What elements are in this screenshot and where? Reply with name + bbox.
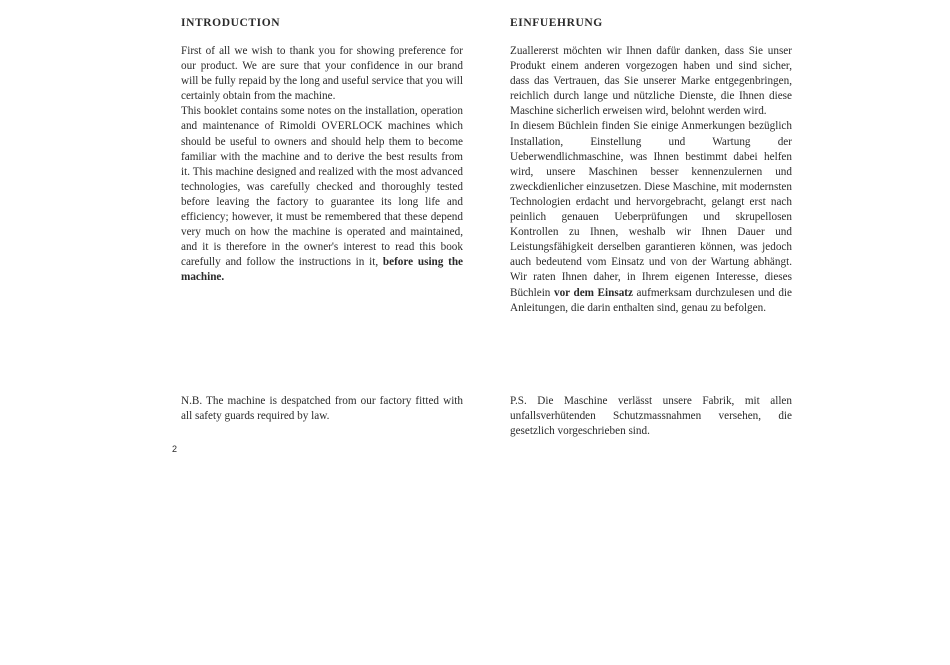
german-introduction-text [510,44,792,316]
german-safety-note: P.S. Die Maschine verlässt unsere Fabrik, mit allen unfallsverhütenden Schutzmassnahmen versehen, die gesetzlich vorgeschrieben sind. [510,395,792,438]
english-introduction-text [181,44,463,286]
page-number: 2 [172,444,178,454]
german-heading: EINFUEHRUNG [510,17,603,29]
german-column [510,16,792,316]
english-heading: INTRODUCTION [181,17,281,29]
english-column [181,16,463,286]
english-paragraph-2-bold: before using the machine. [181,256,464,284]
german-paragraph-2-tail: aufmerksam durchzulesen und die Anleitungen, die darin enthalten sind, genau zu befolgen. [510,286,792,314]
german-paragraph-1: Zuallererst möchten wir Ihnen dafür danken, dass Sie unser Produkt einem anderen vorgezogen haben und sind sicher, dass das Vertrauen, das Sie unserer Marke entgegenbringen, reichlich durch lange und nützliche Dienste, die Ihnen diese Maschine sicherlich erweisen wird, belohnt werden wird. [510,45,792,118]
english-paragraph-1: First of all we wish to thank you for showing preference for our product. We are sure that your confidence in our brand will be fully repaid by the long and useful service that you will certainly obtain from the machine. [181,45,463,103]
english-paragraph-2: This booklet contains some notes on the installation, operation and maintenance of Rimoldi OVERLOCK machines which should be useful to owners and should help them to become familiar with the machine and to derive the best results from it. This machine designed and realized with the most advanced technologies, was carefully checked and thoroughly tested before leaving the factory to guarantee its long life and efficiency; however, it must be remembered that these depend very much on how the machine is operated and maintained, and it is therefore in the owner's interest to read this book carefully and follow the instructions in it, [181,105,463,269]
german-paragraph-2: In diesem Büchlein finden Sie einige Anmerkungen bezüglich Installation, Einstellung und Wartung der Ueberwendlichmaschine, was Ihnen bestimmt dabei helfen wird, unsere Maschinen besser kennenzulernen und zweckdienlicher einzusetzen. Diese Maschine, mit modernsten Technologien erdacht und hervorgebracht, gelangt erst nach peinlich genauen Ueberprüfungen und skrupellosen Kontrollen zu Ihnen, weshalb wir Ihnen Dauer und Leistungsfähigkeit derselben garantieren können, was jedoch auch bedeutend vom Einsatz und von der Wartung abhängt. Wir raten Ihnen daher, in Ihrem eigenen Interesse, dieses Büchlein [510,120,792,299]
english-safety-note: N.B. The machine is despatched from our factory fitted with all safety guards required by law. [181,395,463,423]
german-paragraph-2-bold: vor dem Einsatz [553,286,633,299]
